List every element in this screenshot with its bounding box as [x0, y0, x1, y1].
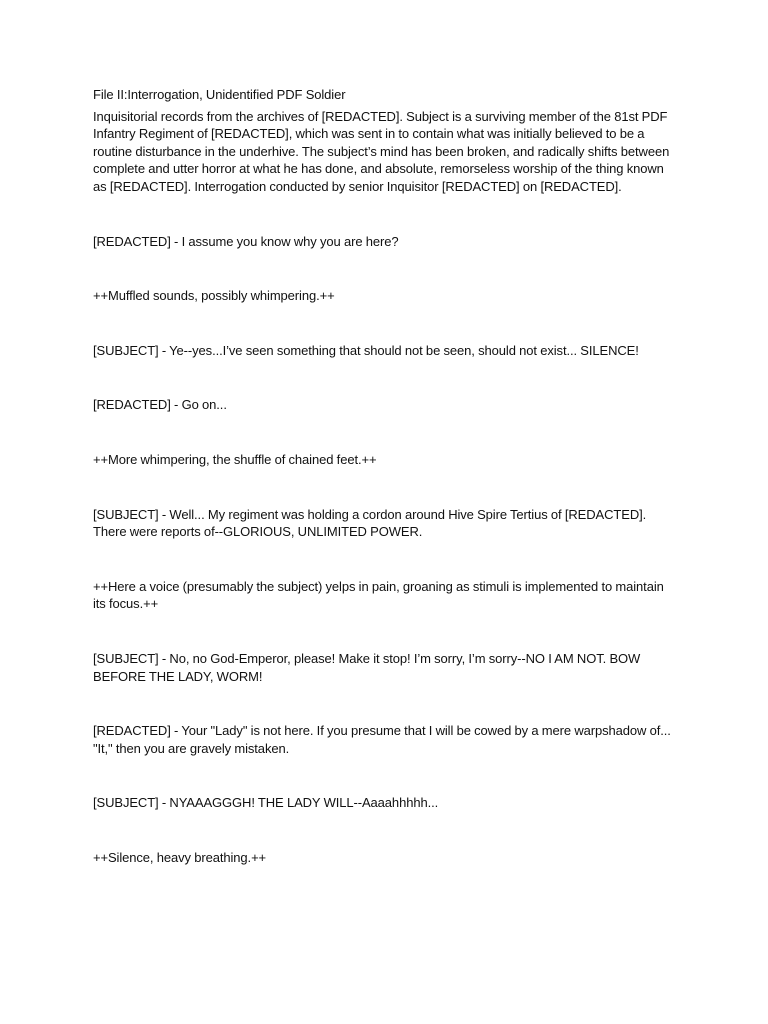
transcript-entry-subject: [SUBJECT] - NYAAAGGGH! THE LADY WILL--Aaaahhhhh... [93, 795, 439, 811]
transcript-note: ++Muffled sounds, possibly whimpering.++ [93, 288, 335, 304]
intro-paragraph: Inquisitorial records from the archives of [REDACTED]. Subject is a surviving member of the 81st PDF Infantry Regiment of [REDACTED], which was sent in to contain what was initially believed to be a routine disturbance in the underhive. The subject’s mind has been broken, and radically shifts between complete and utter horror at what he has done, and absolute, remorseless worship of the thing known as [REDACTED]. Interrogation conducted by senior Inquisitor [REDACTED] on [REDACTED]. [93, 108, 670, 194]
transcript-entry-subject: [SUBJECT] - Ye--yes...I’ve seen something that should not be seen, should not exist... SILENCE! [93, 342, 639, 358]
transcript-note: ++Silence, heavy breathing.++ [93, 849, 267, 865]
transcript-entry-redacted: [REDACTED] - Go on... [93, 397, 227, 413]
transcript-entry-redacted: [REDACTED] - I assume you know why you are here? [93, 233, 399, 249]
transcript-entry-redacted: [REDACTED] - Your "Lady" is not here. If you presume that I will be cowed by a mere warpshadow of... "It," then you are gravely mistaken. [93, 723, 671, 756]
document-title: File II:Interrogation, Unidentified PDF Soldier [93, 87, 346, 102]
transcript-note: ++More whimpering, the shuffle of chained feet.++ [93, 451, 377, 467]
transcript-note: ++Here a voice (presumably the subject) yelps in pain, groaning as stimuli is implemented to maintain its focus.++ [93, 578, 664, 612]
transcript-entry-subject: [SUBJECT] - Well... My regiment was holding a cordon around Hive Spire Tertius of [REDACTED]. There were reports of--GLORIOUS, UNLIMITED POWER. [93, 506, 647, 540]
document-page [93, 86, 678, 903]
transcript-entry-subject: [SUBJECT] - No, no God-Emperor, please! Make it stop! I’m sorry, I’m sorry--NO I AM NOT. BOW BEFORE THE LADY, WORM! [93, 650, 641, 684]
